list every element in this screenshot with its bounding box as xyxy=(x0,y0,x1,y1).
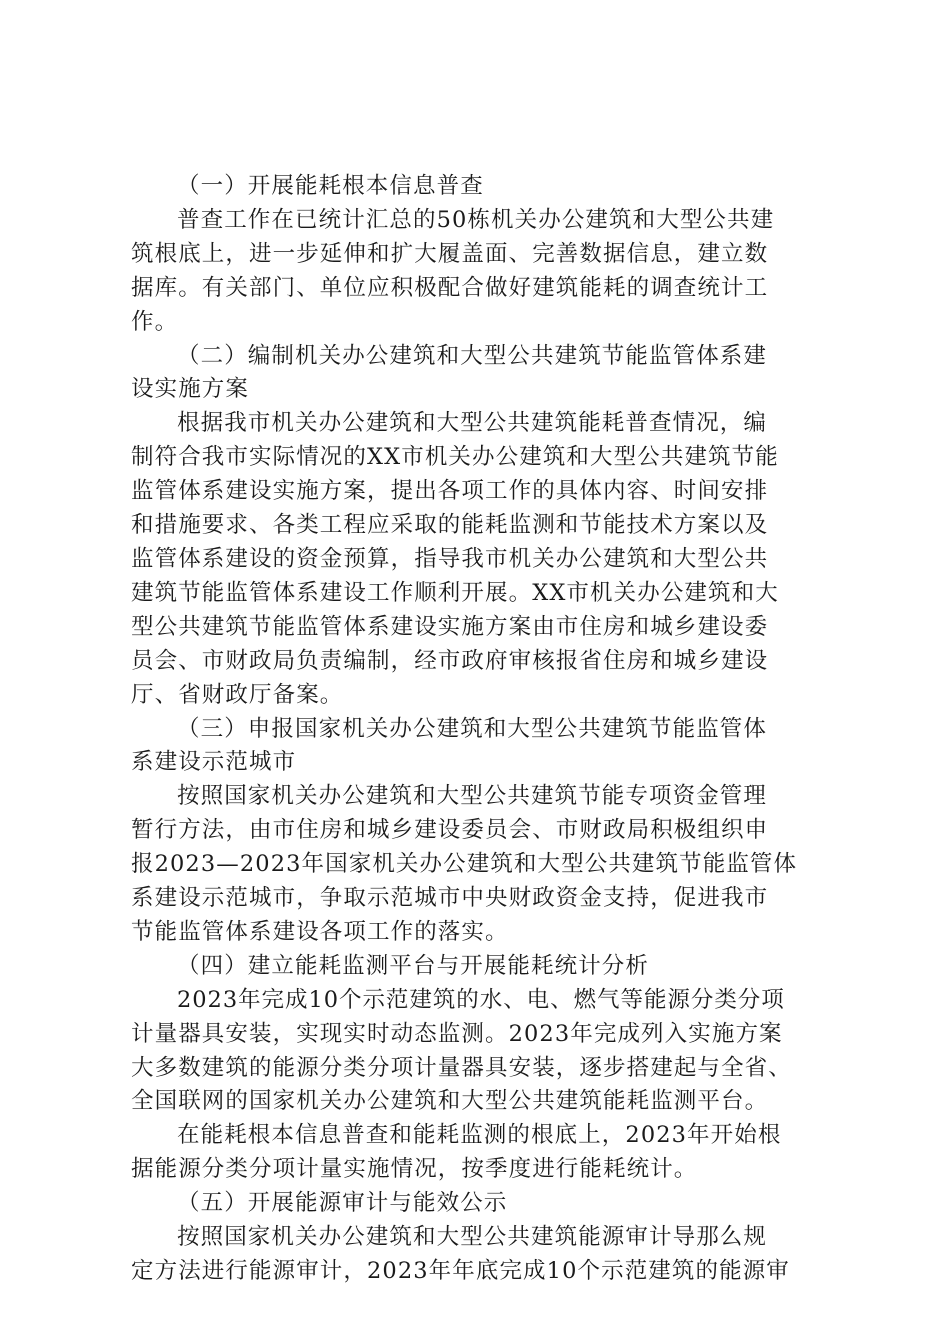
text-line: 大多数建筑的能源分类分项计量器具安装，逐步搭建起与全省、 xyxy=(131,1054,792,1081)
text-line: （四）建立能耗监测平台与开展能耗统计分析 xyxy=(177,952,650,979)
text-line: 根据我市机关办公建筑和大型公共建筑能耗普查情况，编 xyxy=(177,410,768,437)
text-line: 据能源分类分项计量实施情况，按季度进行能耗统计。 xyxy=(131,1156,698,1183)
text-line: （三）申报国家机关办公建筑和大型公共建筑节能监管体 xyxy=(177,715,768,742)
section-heading xyxy=(131,713,831,781)
text-line: 厅、省财政厅备案。 xyxy=(131,681,344,708)
body-paragraph xyxy=(131,1119,831,1187)
text-line: 系建设示范城市，争取示范城市中央财政资金支持，促进我市 xyxy=(131,885,769,912)
section-heading xyxy=(131,170,831,204)
text-line: 定方法进行能源审计，2023年年底完成10个示范建筑的能源审 xyxy=(131,1258,790,1284)
body-paragraph xyxy=(131,780,831,950)
text-line: 在能耗根本信息普查和能耗监测的根底上，2023年开始根 xyxy=(177,1122,782,1149)
text-line: 设实施方案 xyxy=(131,376,250,403)
text-line: 和措施要求、各类工程应采取的能耗监测和节能技术方案以及 xyxy=(131,512,769,539)
text-line: 暂行方法，由市住房和城乡建设委员会、市财政局积极组织申 xyxy=(131,817,769,844)
section-heading xyxy=(131,1187,831,1221)
text-line: （一）开展能耗根本信息普查 xyxy=(177,173,484,199)
text-line: 监管体系建设的资金预算，指导我市机关办公建筑和大型公共 xyxy=(131,545,769,572)
section-heading xyxy=(131,340,831,408)
text-line: 筑根底上，进一步延伸和扩大履盖面、完善数据信息，建立数 xyxy=(131,240,769,267)
text-line: 系建设示范城市 xyxy=(131,749,297,776)
text-line: 报2023—2023年国家机关办公建筑和大型公共建筑节能监管体 xyxy=(131,851,798,878)
text-line: 建筑节能监管体系建设工作顺利开展。XX市机关办公建筑和大 xyxy=(131,579,779,606)
text-line: （二）编制机关办公建筑和大型公共建筑节能监管体系建 xyxy=(177,342,768,369)
section-heading xyxy=(131,950,831,984)
body-paragraph xyxy=(131,984,831,1120)
document-body xyxy=(131,170,831,1289)
text-line: 型公共建筑节能监管体系建设实施方案由市住房和城乡建设委 xyxy=(131,613,769,640)
text-line: 据库。有关部门、单位应积极配合做好建筑能耗的调查统计工 xyxy=(131,274,769,301)
text-line: 制符合我市实际情况的XX市机关办公建筑和大型公共建筑节能 xyxy=(131,444,779,471)
text-line: 节能监管体系建设各项工作的落实。 xyxy=(131,918,509,945)
text-line: 监管体系建设实施方案，提出各项工作的具体内容、时间安排 xyxy=(131,478,769,505)
body-paragraph xyxy=(131,407,831,712)
text-line: （五）开展能源审计与能效公示 xyxy=(177,1190,508,1217)
text-line: 作。 xyxy=(131,308,179,335)
text-line: 按照国家机关办公建筑和大型公共建筑节能专项资金管理 xyxy=(177,783,768,810)
text-line: 普查工作在已统计汇总的50栋机关办公建筑和大型公共建 xyxy=(177,206,775,233)
text-line: 2023年完成10个示范建筑的水、电、燃气等能源分类分项 xyxy=(177,986,785,1013)
body-paragraph xyxy=(131,204,831,340)
text-line: 全国联网的国家机关办公建筑和大型公共建筑能耗监测平台。 xyxy=(131,1088,769,1115)
text-line: 计量器具安装，实现实时动态监测。2023年完成列入实施方案 xyxy=(131,1020,783,1047)
body-paragraph xyxy=(131,1221,831,1289)
text-line: 员会、市财政局负责编制，经市政府审核报省住房和城乡建设 xyxy=(131,647,769,674)
text-line: 按照国家机关办公建筑和大型公共建筑能源审计导那么规 xyxy=(177,1224,768,1251)
